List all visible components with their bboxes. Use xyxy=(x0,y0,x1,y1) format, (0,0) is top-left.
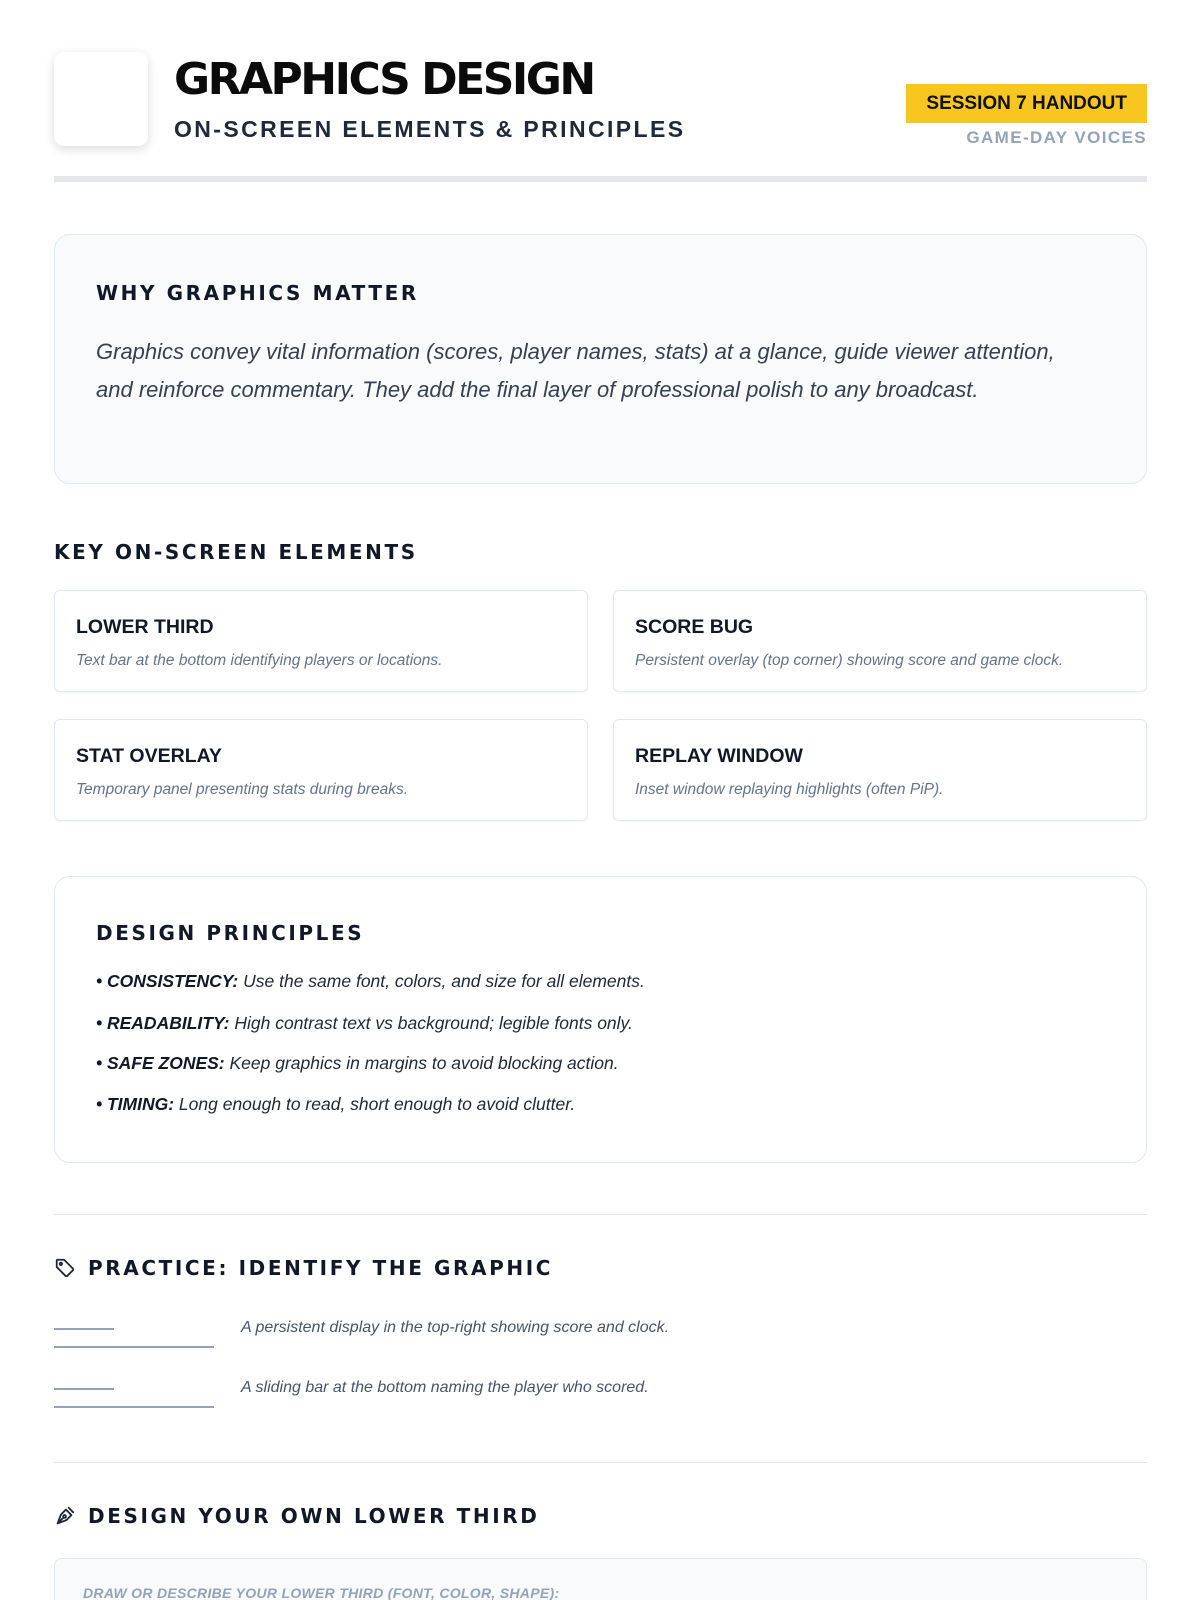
principle-label: • CONSISTENCY: xyxy=(96,971,239,991)
element-card-lower-third xyxy=(54,590,588,692)
principle-item xyxy=(96,1013,633,1034)
section-divider xyxy=(54,1462,1147,1463)
page-header xyxy=(54,0,1147,182)
lower-third-drawing-area[interactable] xyxy=(54,1558,1147,1600)
element-description: Temporary panel presenting stats during breaks. xyxy=(76,781,409,798)
answer-line xyxy=(54,1328,114,1330)
principles-title: DESIGN PRINCIPLES xyxy=(96,921,365,945)
section-divider xyxy=(54,1214,1147,1215)
practice-header xyxy=(54,1256,553,1280)
principle-label: • READABILITY: xyxy=(96,1013,230,1033)
element-description: Text bar at the bottom identifying players or locations. xyxy=(76,652,443,669)
principle-text: Keep graphics in margins to avoid blocking action. xyxy=(224,1053,619,1073)
principle-text: High contrast text vs background; legible fonts only. xyxy=(229,1013,633,1033)
element-card-stat-overlay xyxy=(54,719,588,821)
answer-line xyxy=(54,1388,114,1390)
element-description: Inset window replaying highlights (often PiP). xyxy=(635,781,944,798)
principle-text: Use the same font, colors, and size for all elements. xyxy=(238,971,645,991)
answer-blank-2[interactable] xyxy=(54,1380,214,1406)
logo-placeholder xyxy=(54,52,148,146)
why-title: WHY GRAPHICS MATTER xyxy=(96,281,419,305)
page-title: GRAPHICS DESIGN xyxy=(174,54,594,105)
principle-item xyxy=(96,1094,575,1115)
practice-title: PRACTICE: IDENTIFY THE GRAPHIC xyxy=(88,1256,554,1280)
practice-question: A sliding bar at the bottom naming the player who scored. xyxy=(241,1379,649,1396)
principle-label: • SAFE ZONES: xyxy=(96,1053,225,1073)
principle-item xyxy=(96,1053,619,1074)
handout-page xyxy=(54,0,1147,1600)
practice-question: A persistent display in the top-right showing score and clock. xyxy=(241,1319,670,1336)
element-description: Persistent overlay (top corner) showing score and game clock. xyxy=(635,652,1064,669)
principle-text: Long enough to read, short enough to avoid clutter. xyxy=(174,1094,576,1114)
session-badge: SESSION 7 HANDOUT xyxy=(906,84,1147,123)
drawing-prompt: DRAW OR DESCRIBE YOUR LOWER THIRD (FONT, COLOR, SHAPE): xyxy=(83,1585,560,1600)
element-name: SCORE BUG xyxy=(635,616,754,638)
answer-blank-1[interactable] xyxy=(54,1320,214,1346)
why-body: Graphics convey vital information (scores, player names, stats) at a glance, guide viewer attention, and reinforce commentary. They add the final layer of professional polish to any broadcast. xyxy=(96,339,1055,402)
tag-icon xyxy=(54,1257,76,1279)
design-header xyxy=(54,1504,540,1528)
principle-item xyxy=(96,971,645,992)
answer-underline xyxy=(54,1406,214,1408)
page-subtitle: ON-SCREEN ELEMENTS & PRINCIPLES xyxy=(174,116,686,142)
principle-label: • TIMING: xyxy=(96,1094,175,1114)
element-card-replay-window xyxy=(613,719,1147,821)
pen-nib-icon xyxy=(54,1505,76,1527)
key-elements-title: KEY ON-SCREEN ELEMENTS xyxy=(54,540,418,564)
element-name: STAT OVERLAY xyxy=(76,745,222,767)
answer-underline xyxy=(54,1346,214,1348)
design-title: DESIGN YOUR OWN LOWER THIRD xyxy=(88,1504,540,1528)
element-card-score-bug xyxy=(613,590,1147,692)
why-graphics-panel xyxy=(54,234,1147,484)
element-name: REPLAY WINDOW xyxy=(635,745,803,767)
element-name: LOWER THIRD xyxy=(76,616,214,638)
organization-name: GAME-DAY VOICES xyxy=(966,128,1147,147)
design-principles-panel xyxy=(54,876,1147,1163)
